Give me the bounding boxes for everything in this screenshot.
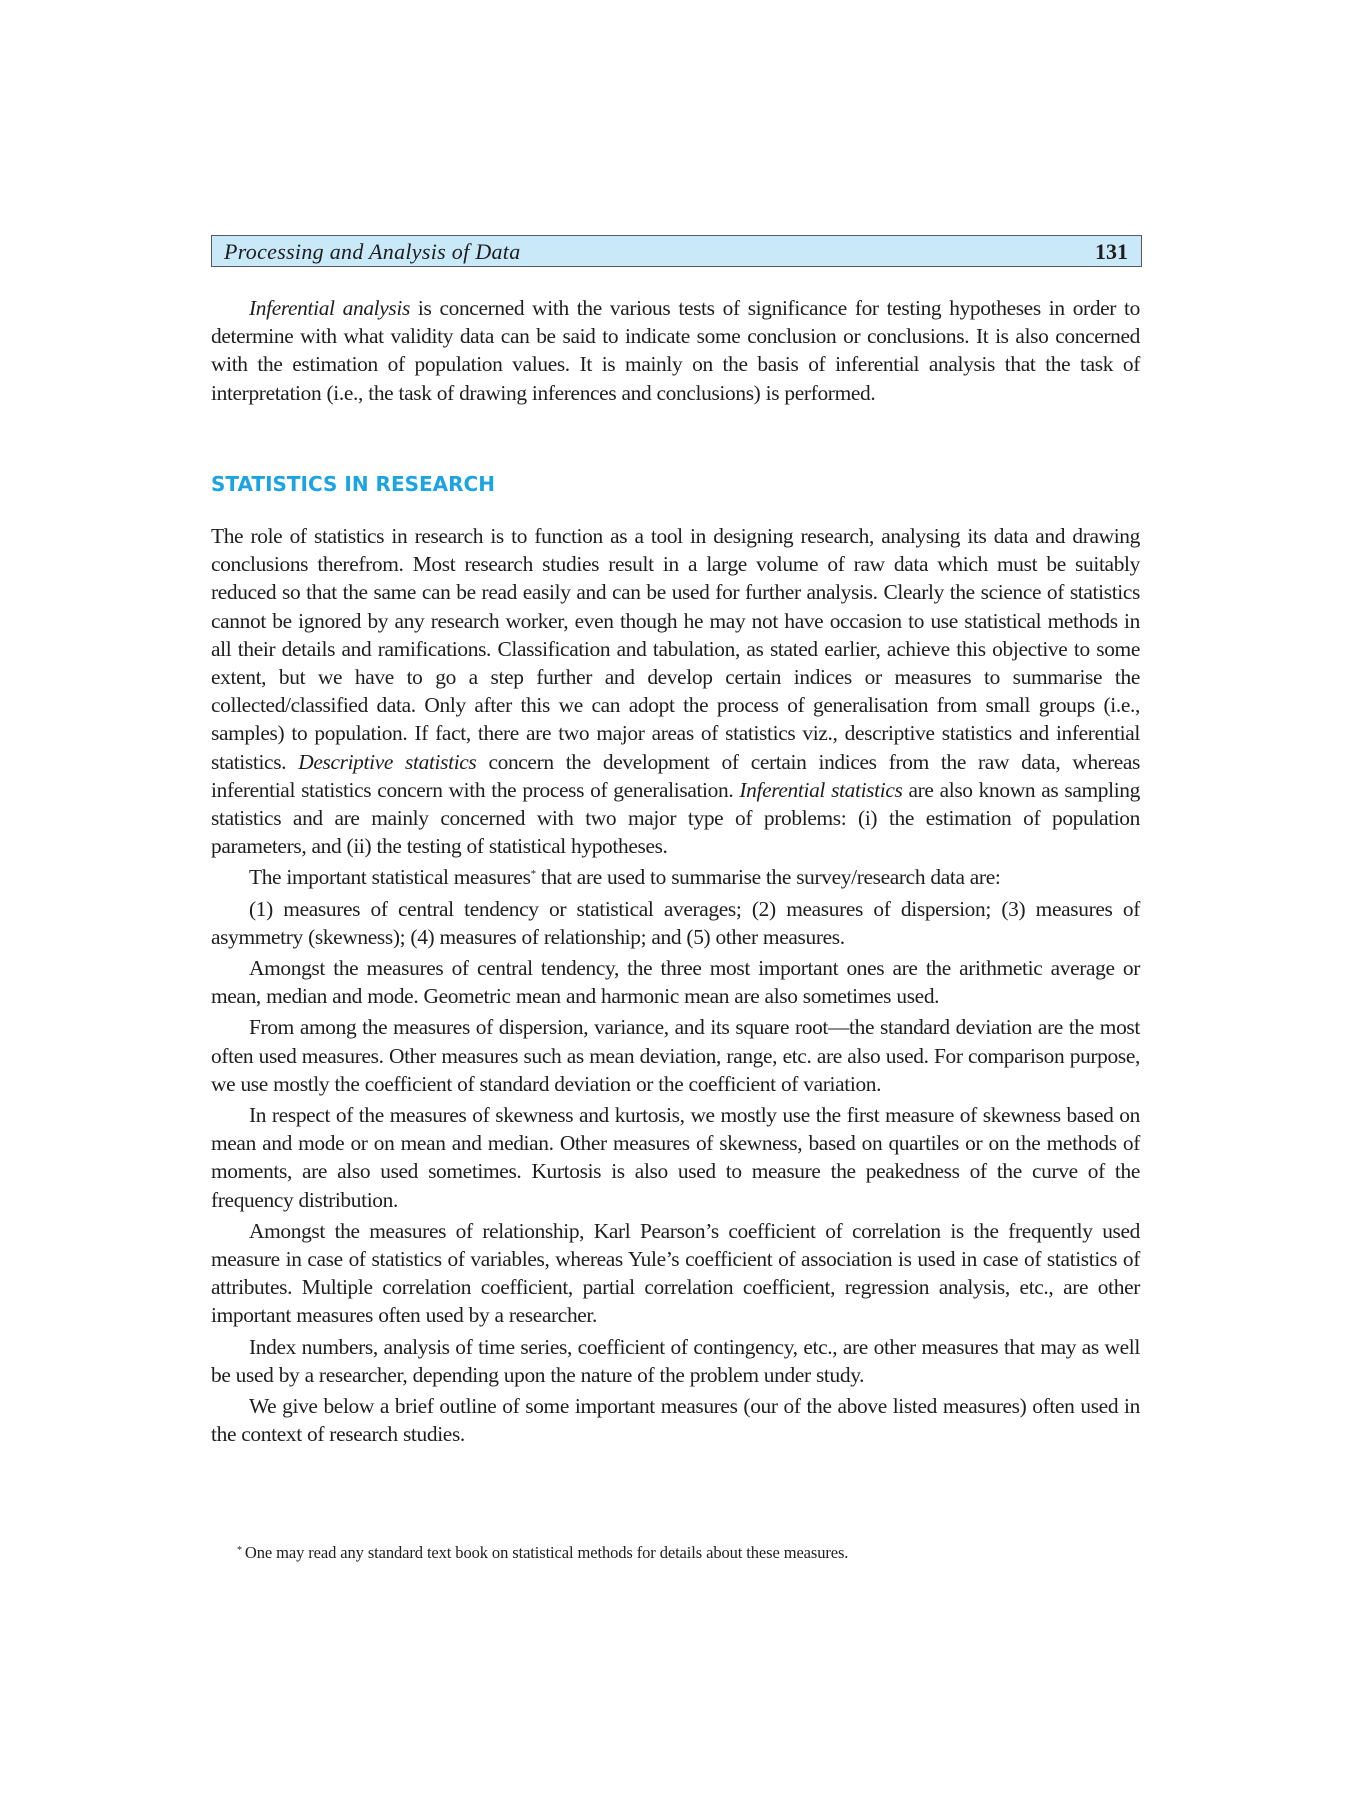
chapter-title: Processing and Analysis of Data (224, 239, 521, 264)
footnote (237, 1543, 848, 1563)
running-header (211, 235, 1142, 267)
paragraph-text: are also known as sampling statistics and are mainly concerned with two major type of problems: (i) the estimation of population parameters, and (ii) the testing of statistical hypotheses. (211, 777, 1140, 859)
paragraph-measures-list: (1) measures of central tendency or statistical averages; (2) measures of dispersion; (3) measures of asymmetry (skewness); (4) measures of relationship; and (5) other measures. (211, 896, 1140, 949)
section-heading: STATISTICS IN RESEARCH (211, 472, 495, 496)
paragraph-important-measures (211, 863, 1140, 891)
paragraph-text: is concerned with the various tests of significance for testing hypotheses in order to determine with what validity data can be said to indicate some conclusion or conclusions. It is also concerned with the estimation of population values. It is mainly on the basis of inferential analysis that the task of interpretation (i.e., the task of drawing inferences and conclusions) is performed. (211, 296, 1140, 405)
paragraph-text: concern the development of certain indices from the raw data, whereas inferential statistics concern with the process of generalisation. (211, 749, 1140, 802)
footnote-mark: * (237, 1545, 242, 1556)
page-number: 131 (1095, 239, 1128, 264)
term-inferential-statistics: Inferential statistics (739, 777, 903, 802)
paragraph-central-tendency: Amongst the measures of central tendency, the three most important ones are the arithmetic average or mean, median and mode. Geometric mean and harmonic mean are also sometimes used. (211, 956, 1140, 1009)
term-inferential-analysis: Inferential analysis (249, 296, 410, 320)
footnote-reference[interactable]: * (530, 868, 536, 881)
paragraph-skewness-kurtosis: In respect of the measures of skewness and kurtosis, we mostly use the first measure of skewness based on mean and mode or on mean and median. Other measures of skewness, based on quartiles or on the methods of moments, are also used sometimes. Kurtosis is also used to measure the peakedness of the curve of the frequency distribution. (211, 1103, 1140, 1212)
paragraph-inferential-analysis (211, 294, 1140, 407)
section-body (211, 522, 1140, 1449)
intro-block (211, 294, 1140, 407)
paragraph-other-measures: Index numbers, analysis of time series, coefficient of contingency, etc., are other measures that may as well be used by a researcher, depending upon the nature of the problem under study. (211, 1334, 1140, 1387)
paragraph-text: The important statistical measures (249, 865, 531, 890)
paragraph-relationship: Amongst the measures of relationship, Karl Pearson’s coefficient of correlation is the frequently used measure in case of statistics of variables, whereas Yule’s coefficient of association is used in case of statistics of attributes. Multiple correlation coefficient, partial correlation coefficient, regression analysis, etc., are other important measures often used by a researcher. (211, 1218, 1140, 1328)
paragraph-text: that are used to summarise the survey/research data are: (535, 865, 1001, 890)
paragraph-role-of-statistics (211, 522, 1140, 860)
paragraph-dispersion: From among the measures of dispersion, variance, and its square root—the standard deviation are the most often used measures. Other measures such as mean deviation, range, etc. are also used. For comparison purpose, we use mostly the coefficient of standard deviation or the coefficient of variation. (211, 1015, 1140, 1096)
paragraph-text: The role of statistics in research is to function as a tool in designing research, analysing its data and drawing conclusions therefrom. Most research studies result in a large volume of raw data which must be suitably reduced so that the same can be read easily and can be used for further analysis. Clearly the science of statistics cannot be ignored by any research worker, even though he may not have occasion to use statistical methods in all their details and ramifications. Classification and tabulation, as stated earlier, achieve this objective to some extent, but we have to go a step further and develop certain indices or measures to summarise the collected/classified data. Only after this we can adopt the process of generalisation from small groups (i.e., samples) to population. If fact, there are two major areas of statistics viz., descriptive statistics and inferential statistics. (211, 524, 1140, 774)
paragraph-outline: We give below a brief outline of some important measures (our of the above listed measures) often used in the context of research studies. (211, 1394, 1140, 1447)
term-descriptive-statistics: Descriptive statistics (298, 749, 477, 774)
footnote-text: One may read any standard text book on statistical methods for details about these measures. (244, 1543, 849, 1562)
